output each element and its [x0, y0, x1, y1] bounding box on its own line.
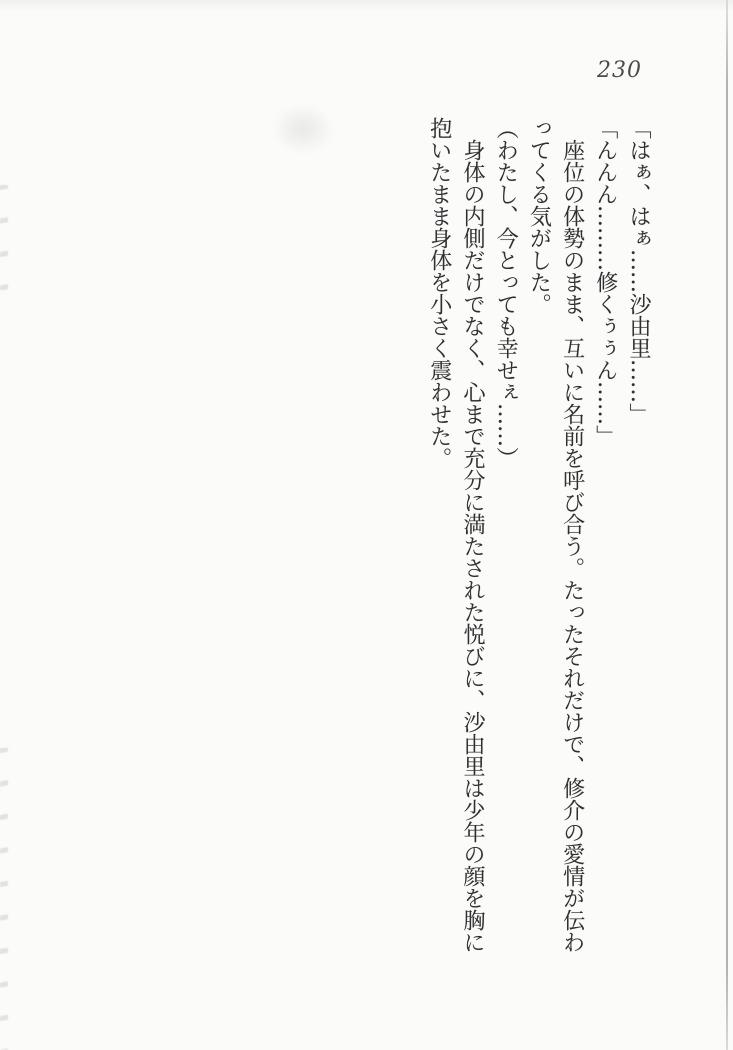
text-line-dialogue-2: 「んんん………修くぅぅん……」 — [592, 117, 618, 447]
scan-top-shading — [0, 0, 733, 12]
scan-gutter-noise-upper — [0, 185, 8, 290]
text-line-narration-2-cont: 抱いたまま身体を小さく震わせた。 — [426, 117, 452, 469]
page-edge-shadow — [726, 0, 728, 1050]
text-line-dialogue-1: 「はぁ、はぁ……沙由里……」 — [626, 117, 651, 425]
page-number: 230 — [597, 58, 642, 83]
vertical-text-block — [423, 117, 655, 957]
text-line-narration-1: 座位の体勢のまま、互いに名前を呼び合う。たったそれだけで、修介の愛情が伝わ — [559, 117, 585, 953]
text-line-thought: （わたし、今とっても幸せぇ……） — [493, 117, 519, 469]
text-line-narration-1-cont: ってくる気がした。 — [526, 117, 552, 315]
scan-smudge — [272, 103, 334, 155]
text-line-narration-2: 身体の内側だけでなく、心まで充分に満たされた悦びに、沙由里は少年の顔を胸に — [459, 117, 485, 953]
scan-gutter-noise-lower — [0, 748, 8, 1050]
